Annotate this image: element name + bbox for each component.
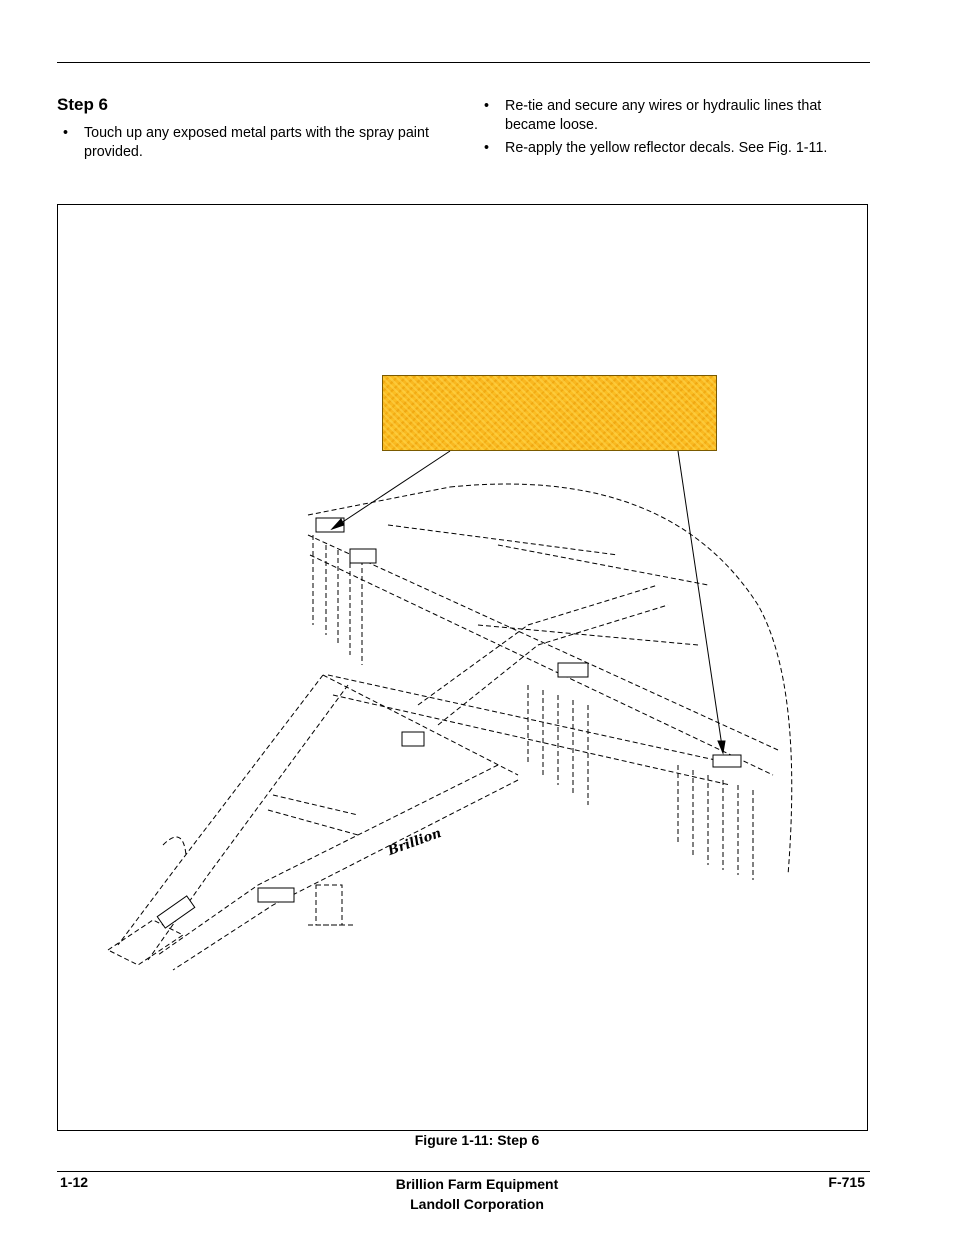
header-rule [57, 62, 870, 63]
figure-caption: Figure 1-11: Step 6 [414, 1132, 540, 1148]
brillion-logo: Brillion [386, 825, 444, 860]
right-column [484, 97, 870, 162]
bullet-icon: • [484, 98, 490, 114]
bullet-text: Re-apply the yellow reflector decals. See Fig. 1-11. [505, 140, 828, 156]
bullet-icon: • [484, 140, 490, 156]
machine-outline [108, 484, 792, 970]
figure-frame [57, 204, 868, 1131]
list-item [63, 124, 438, 162]
document-code: F-715 [828, 1174, 865, 1190]
company-name: Brillion Farm Equipment [395, 1176, 559, 1192]
bullet-text: Touch up any exposed metal parts with the spray paint provided. [84, 125, 429, 160]
bullet-icon: • [63, 125, 69, 141]
list-item [484, 97, 870, 135]
list-item [484, 139, 870, 158]
page-number: 1-12 [60, 1174, 89, 1190]
right-bullet-list [484, 97, 870, 158]
footer-rule [57, 1171, 870, 1172]
equipment-illustration [58, 205, 869, 1132]
bullet-text: Re-tie and secure any wires or hydraulic lines that became loose. [505, 98, 822, 133]
footer-company [0, 1174, 954, 1214]
left-bullet-list [63, 124, 438, 162]
corporation-name: Landoll Corporation [410, 1196, 544, 1212]
decal-markers [157, 518, 741, 928]
left-column [63, 124, 438, 166]
section-heading: Step 6 [57, 95, 109, 114]
